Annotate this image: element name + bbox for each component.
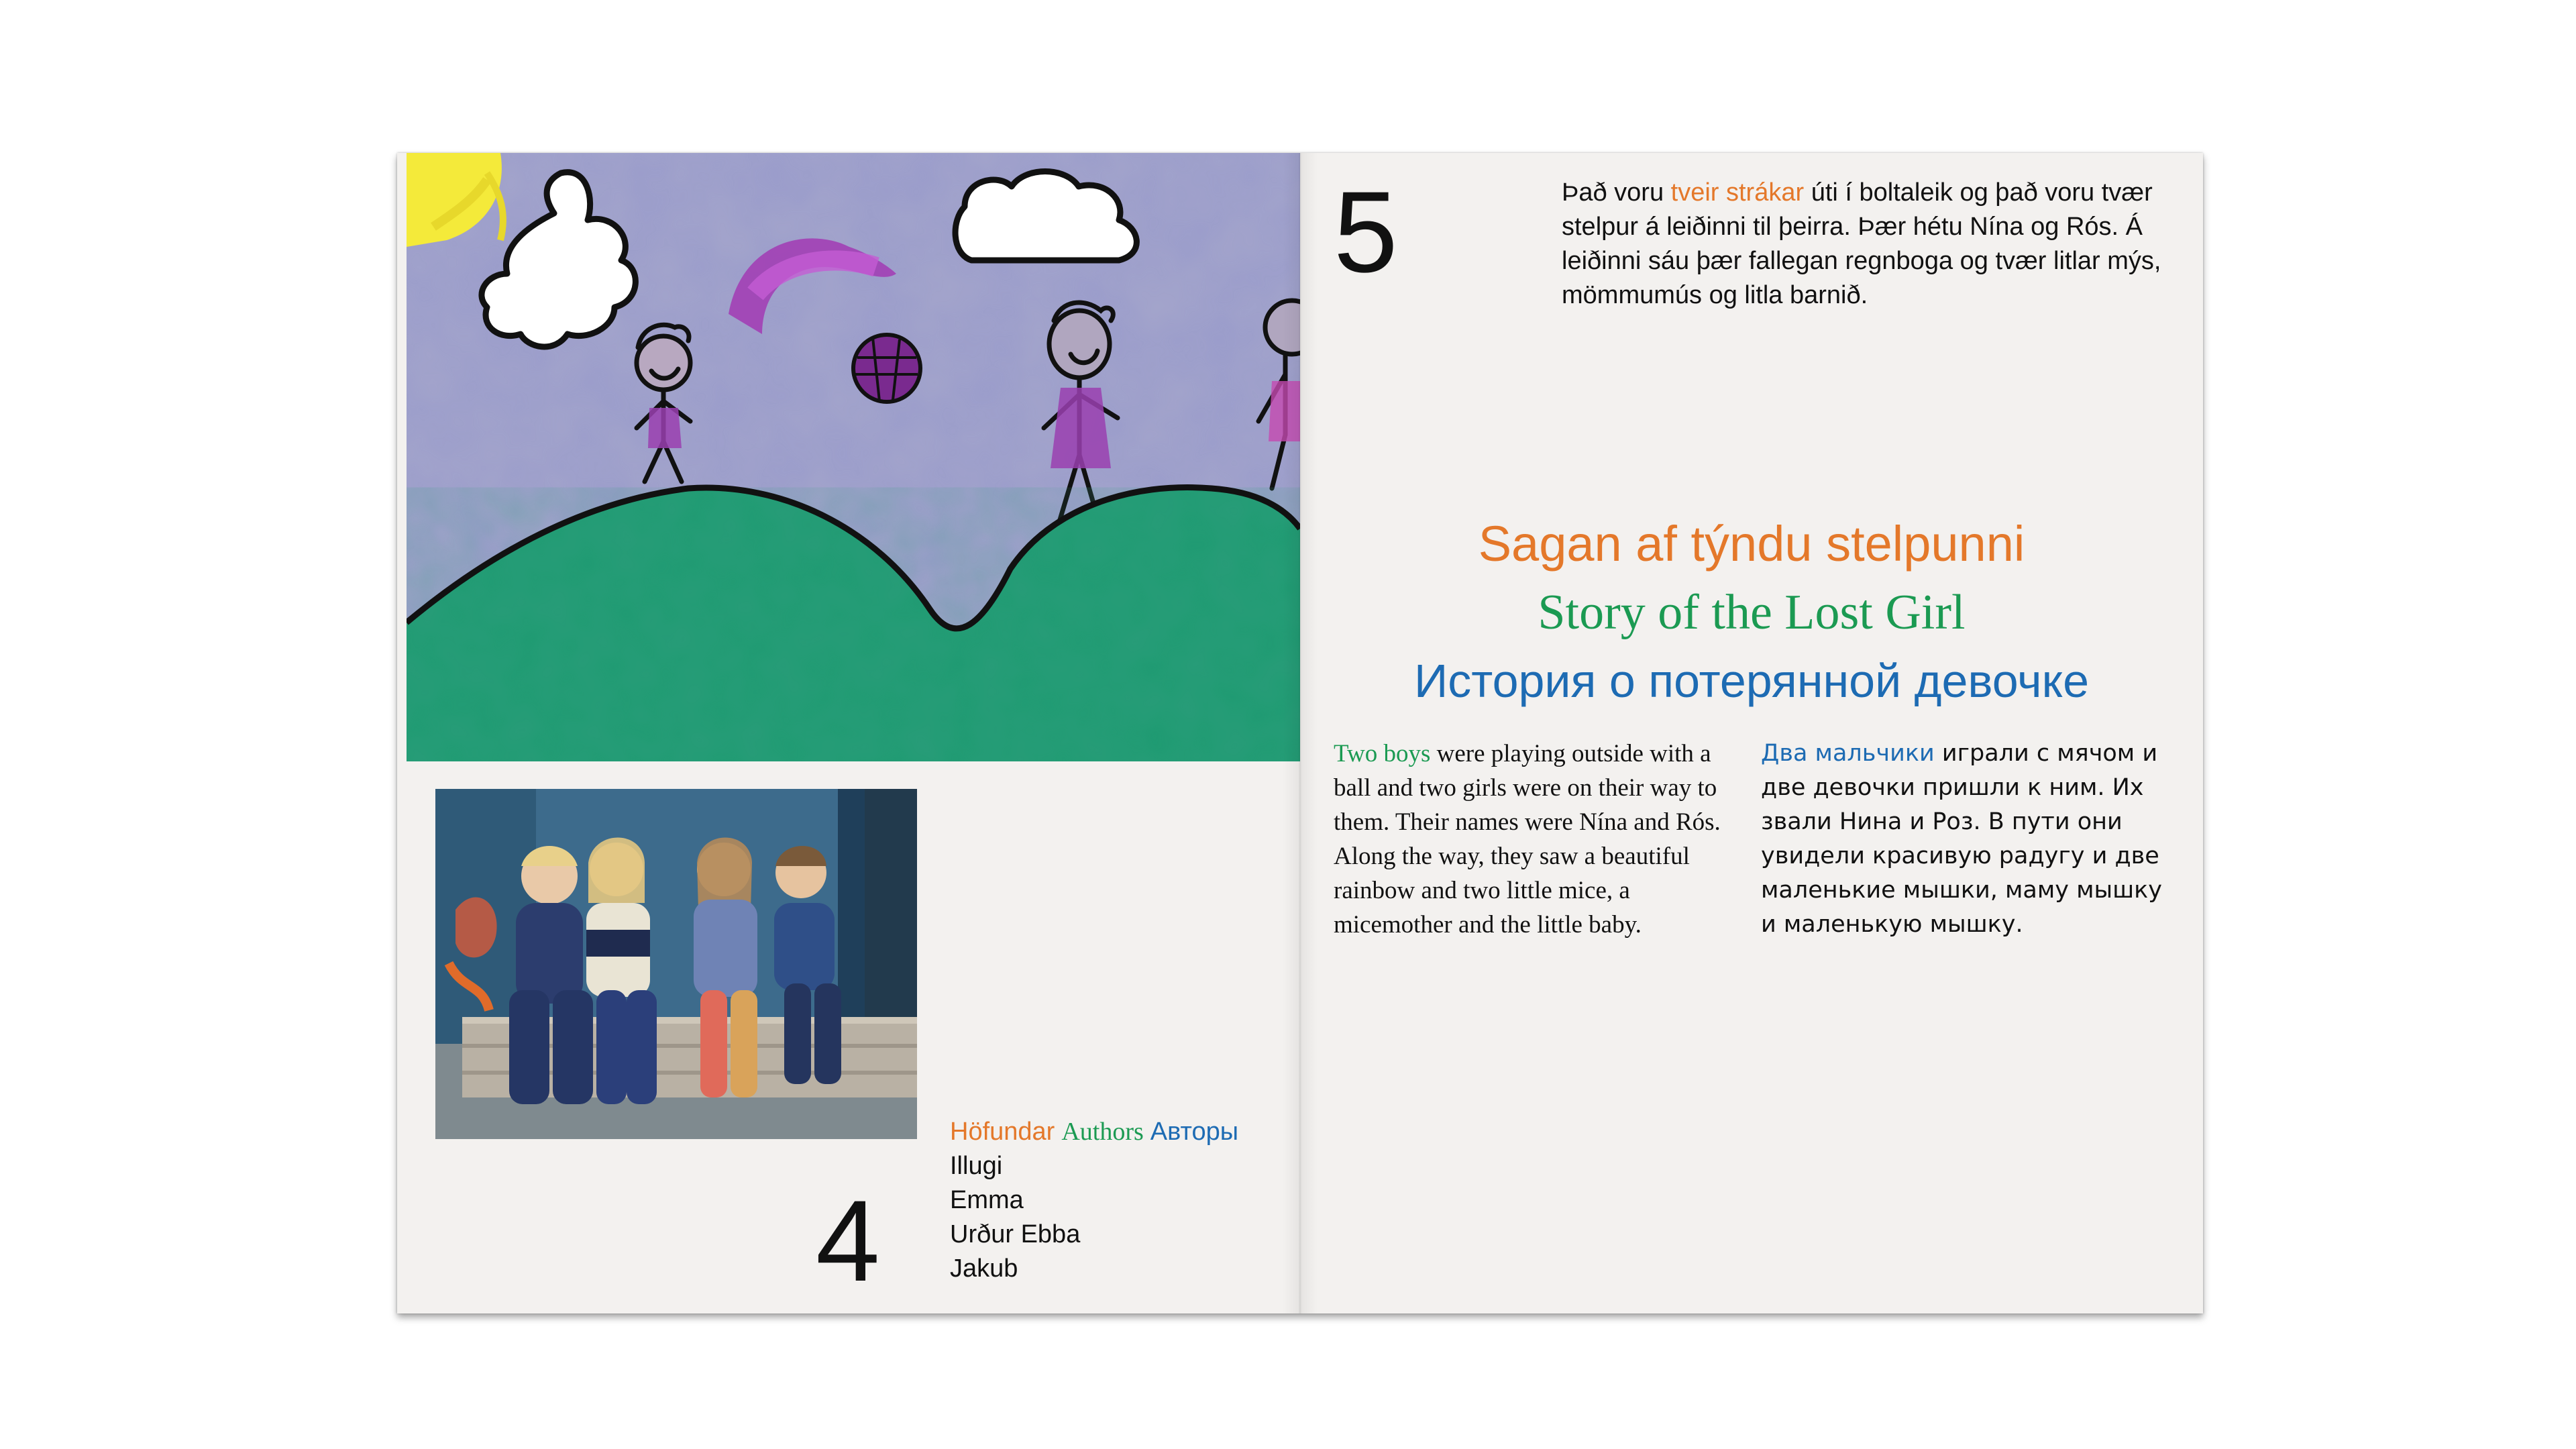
icelandic-text-rest: úti í boltaleik og það voru tvær stelpur á leiðinni til þeirra. Þær hétu Nína og Rós. Á leiðinni sáu þær fallegan regnboga og tvær litlar mýs, mömmumús og litla barnið. — [1562, 178, 2161, 309]
title-english: Story of the Lost Girl — [1538, 585, 1966, 640]
title-icelandic: Sagan af týndu stelpunni — [1478, 516, 2025, 572]
authors-heading-en: Authors — [1061, 1118, 1144, 1146]
english-text-rest: were playing outside with a ball and two girls were on their way to them. Their names were Nína and Rós. Along the way, they saw a beautiful rainbow and two little mice, a micemother and the little baby. — [1334, 740, 1721, 938]
book-gutter — [1283, 153, 1318, 1313]
right-page — [1300, 153, 2203, 1313]
author-name: Jakub — [950, 1254, 1018, 1283]
author-name: Urður Ebba — [950, 1220, 1081, 1248]
left-page — [397, 153, 1300, 1313]
page-number-right: 5 — [1334, 168, 1398, 297]
childrens-drawing — [407, 153, 1300, 761]
authors-block — [950, 1115, 1245, 1286]
icelandic-text-start: Það voru — [1562, 178, 1671, 207]
icelandic-paragraph — [1562, 176, 2179, 313]
book-spread — [397, 153, 2203, 1313]
english-highlight: Two boys — [1334, 740, 1431, 767]
russian-text-rest: играли с мячом и две девочки пришли к ним. Их звали Нина и Роз. В пути они увидели красивую радугу и две маленькие мышки, маму мышку и маленькую мышку. — [1761, 740, 2163, 938]
authors-heading-ru: Авторы — [1150, 1118, 1239, 1146]
icelandic-highlight: tveir strákar — [1670, 178, 1805, 207]
authors-heading-is: Höfundar — [950, 1118, 1055, 1146]
story-titles — [1300, 510, 2203, 715]
russian-highlight: Два мальчики — [1761, 740, 1935, 767]
english-paragraph — [1334, 737, 1736, 942]
russian-paragraph — [1761, 737, 2163, 942]
title-russian: История о потерянной девочке — [1413, 655, 2089, 707]
author-name: Illugi — [950, 1152, 1003, 1180]
author-name: Emma — [950, 1186, 1024, 1214]
authors-photo — [435, 789, 917, 1139]
page-number-left: 4 — [816, 1177, 880, 1305]
authors-heading — [950, 1115, 1245, 1149]
